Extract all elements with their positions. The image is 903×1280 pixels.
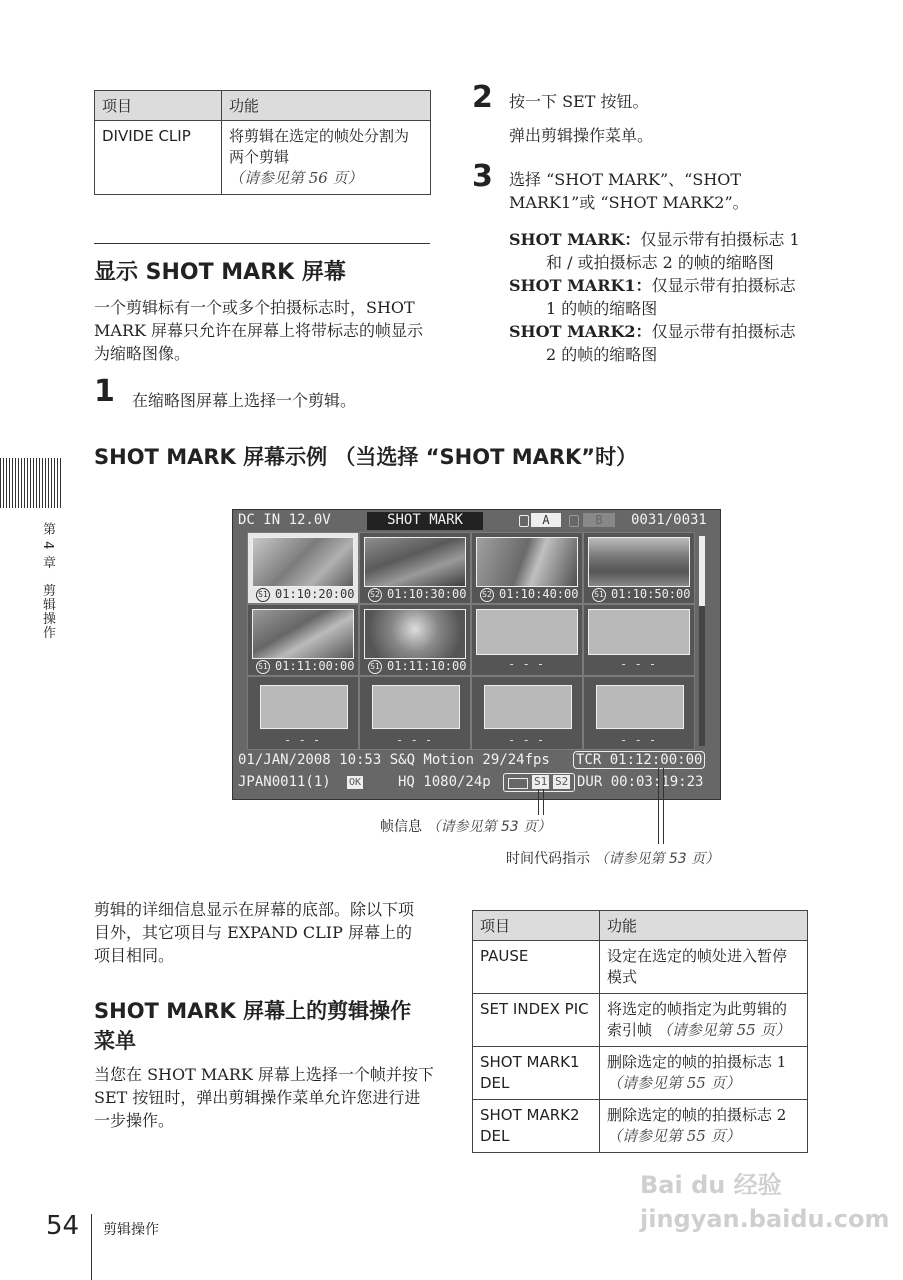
timecode-indicator: TCR 01:12:00:00 (573, 751, 705, 769)
table-row (95, 121, 431, 195)
page-reference: （请参见第 56 页） (229, 169, 363, 187)
thumbnail-image (364, 537, 466, 587)
table-header-function: 功能 (222, 91, 431, 121)
frame-info-callout (380, 816, 551, 836)
step-text: 选择 “SHOT MARK”、“SHOT MARK1”或 “SHOT MARK2”。 (509, 170, 749, 212)
media-icon (508, 778, 528, 789)
shot-mark-badge: S1 (256, 660, 270, 674)
table-cell-item: SET INDEX PIC (473, 994, 600, 1047)
scrollbar-thumb[interactable] (699, 536, 705, 606)
timecode-text: 01:10:40:00 (499, 587, 579, 601)
s1-badge: S1 (534, 775, 548, 788)
thumbnail-image (252, 609, 354, 659)
shot-mark-badge: S1 (592, 588, 606, 602)
lock-icon (569, 515, 579, 527)
definition-term: SHOT MARK1： (509, 276, 652, 295)
subsection-heading: SHOT MARK 屏幕上的剪辑操作菜单 (94, 999, 412, 1053)
table-row (473, 1047, 808, 1100)
page-reference: （请参见第 55 页） (607, 1127, 741, 1145)
table-row (473, 1100, 808, 1153)
body-paragraph: 剪辑的详细信息显示在屏幕的底部。除以下项目外，其它项目与 EXPAND CLIP 屏幕上的项目相同。 (94, 900, 415, 965)
thumbnail-timecode (256, 659, 354, 674)
function-text: 将剪辑在选定的帧处分割为两个剪辑 (229, 127, 410, 166)
page-number: 54 (46, 1211, 80, 1241)
thumbnail-image (476, 537, 578, 587)
thumbnail-cell[interactable] (471, 532, 583, 604)
step-number: 1 (94, 374, 115, 409)
table-row (473, 941, 808, 994)
definition-desc: 仅显示带有拍摄标志 1 和 / 或拍摄标志 2 的帧的缩略图 (546, 230, 800, 272)
empty-placeholder: - - - (620, 733, 657, 747)
table-header-item: 项目 (95, 91, 222, 121)
table-cell-function (600, 941, 808, 994)
step-text: 按一下 SET 按钮。 (509, 92, 649, 111)
page-reference: （请参见第 53 页） (426, 819, 552, 835)
timecode-text: 01:10:50:00 (611, 587, 691, 601)
empty-thumbnail (476, 609, 578, 655)
clip-count: 0031/0031 (631, 512, 707, 528)
table-cell-function (600, 1100, 808, 1153)
slot-b-indicator: B (583, 513, 615, 527)
empty-thumbnail (596, 685, 684, 729)
function-text: 设定在选定的帧处进入暂停模式 (607, 947, 788, 986)
shot-mark-screen (232, 509, 721, 800)
step-number: 3 (472, 159, 493, 194)
definition-term: SHOT MARK： (509, 230, 641, 249)
callout-line (658, 768, 664, 844)
slot-a-indicator: A (531, 513, 561, 527)
empty-thumbnail-cell (247, 676, 359, 750)
page-reference: （请参见第 53 页） (594, 851, 720, 867)
table-cell-function (600, 994, 808, 1047)
section-rule (94, 243, 430, 244)
timecode-text: 01:11:10:00 (387, 659, 467, 673)
empty-placeholder: - - - (508, 657, 545, 671)
definition-desc: 仅显示带有拍摄标志 1 的帧的缩略图 (546, 276, 796, 318)
table-cell-item: PAUSE (473, 941, 600, 994)
thumbnail-timecode (480, 587, 578, 602)
definition-item (509, 274, 809, 320)
empty-thumbnail (484, 685, 572, 729)
section-heading: 显示 SHOT MARK 屏幕 (94, 260, 346, 285)
empty-placeholder: - - - (620, 657, 657, 671)
thumbnail-timecode (256, 587, 354, 602)
thumbnail-cell[interactable] (247, 604, 359, 676)
thumbnail-timecode (368, 659, 466, 674)
definition-list (509, 228, 809, 366)
timecode-text: 01:11:00:00 (275, 659, 355, 673)
thumbnail-image (252, 537, 354, 587)
duration: DUR 00:03:19:23 (577, 774, 704, 790)
page-reference: （请参见第 55 页） (607, 1074, 741, 1092)
thumbnail-image (364, 609, 466, 659)
timecode-callout (506, 848, 719, 868)
step-number: 2 (472, 80, 493, 115)
definition-term: SHOT MARK2： (509, 322, 652, 341)
thumbnail-timecode (368, 587, 466, 602)
dc-voltage: DC IN 12.0V (238, 512, 331, 528)
body-paragraph: 当您在 SHOT MARK 屏幕上选择一个帧并按下 SET 按钮时，弹出剪辑操作菜单允许您进行进一步操作。 (94, 1065, 434, 1130)
function-text: 将选定的帧指定为此剪辑的索引帧 (607, 1000, 788, 1039)
table-cell-item: DIVIDE CLIP (95, 121, 222, 195)
ok-badge: OK (349, 777, 362, 788)
page-reference: （请参见第 55 页） (656, 1021, 791, 1039)
s2-badge: S2 (555, 775, 569, 788)
thumbnail-cell[interactable] (247, 532, 359, 604)
step-subtext: 弹出剪辑操作菜单。 (509, 126, 654, 145)
callout-line (538, 789, 544, 815)
callout-label: 时间代码指示 (506, 851, 590, 867)
shot-mark-badge: S2 (480, 588, 494, 602)
definition-item (509, 228, 809, 274)
function-text: 删除选定的帧的拍摄标志 1 (607, 1053, 787, 1071)
clip-name: JPAN0011(1) (238, 774, 331, 790)
shot-mark-badge: S1 (256, 588, 270, 602)
shot-mark-badge: S2 (368, 588, 382, 602)
footer-divider (91, 1214, 92, 1280)
timecode-text: 01:10:20:00 (275, 587, 355, 601)
definition-item (509, 320, 809, 366)
section-paragraph: 一个剪辑标有一个或多个拍摄标志时，SHOT MARK 屏幕只允许在屏幕上将带标志的帧显示为缩略图像。 (94, 298, 424, 363)
table-cell-item: SHOT MARK1 DEL (473, 1047, 600, 1100)
empty-thumbnail-cell (359, 676, 471, 750)
thumbnail-grid (247, 532, 693, 750)
lock-icon (519, 515, 529, 527)
clip-info-line: 01/JAN/2008 10:53 S&Q Motion 29/24fps (238, 752, 550, 768)
empty-thumbnail-cell (471, 676, 583, 750)
table-header-function: 功能 (600, 911, 808, 941)
table-cell-function (222, 121, 431, 195)
empty-thumbnail (372, 685, 460, 729)
empty-placeholder: - - - (284, 733, 321, 747)
thumbnail-image (588, 537, 690, 587)
example-heading: SHOT MARK 屏幕示例 （当选择 “SHOT MARK”时） (94, 445, 638, 469)
table-header-item: 项目 (473, 911, 600, 941)
thumbnail-cell[interactable] (359, 604, 471, 676)
empty-placeholder: - - - (508, 733, 545, 747)
callout-label: 帧信息 (380, 819, 422, 835)
table-row (473, 994, 808, 1047)
empty-thumbnail-cell (471, 604, 583, 676)
scrollbar[interactable] (699, 536, 705, 746)
empty-thumbnail (588, 609, 690, 655)
table-cell-item: SHOT MARK2 DEL (473, 1100, 600, 1153)
table-cell-function (600, 1047, 808, 1100)
timecode-text: 01:10:30:00 (387, 587, 467, 601)
screen-mode: SHOT MARK (367, 512, 483, 530)
footer-section: 剪辑操作 (103, 1222, 159, 1238)
video-format: HQ 1080/24p (398, 774, 491, 790)
thumbnail-cell[interactable] (359, 532, 471, 604)
function-table-2 (472, 910, 808, 1153)
empty-thumbnail (260, 685, 348, 729)
function-text: 删除选定的帧的拍摄标志 2 (607, 1106, 787, 1124)
thumbnail-timecode (592, 587, 690, 602)
chapter-tab-label: 第 4 章 剪辑操作 (40, 522, 55, 640)
shot-mark-badge: S1 (368, 660, 382, 674)
empty-thumbnail-cell (583, 676, 695, 750)
empty-placeholder: - - - (396, 733, 433, 747)
step-text: 在缩略图屏幕上选择一个剪辑。 (132, 391, 357, 410)
function-table-1 (94, 90, 431, 195)
definition-desc: 仅显示带有拍摄标志 2 的帧的缩略图 (546, 322, 796, 364)
empty-thumbnail-cell (583, 604, 695, 676)
thumbnail-cell[interactable] (583, 532, 695, 604)
watermark: Bai du 经验 jingyan.baidu.com (640, 1171, 890, 1233)
chapter-tab-stripes (0, 458, 62, 508)
chapter-tab (0, 458, 62, 508)
